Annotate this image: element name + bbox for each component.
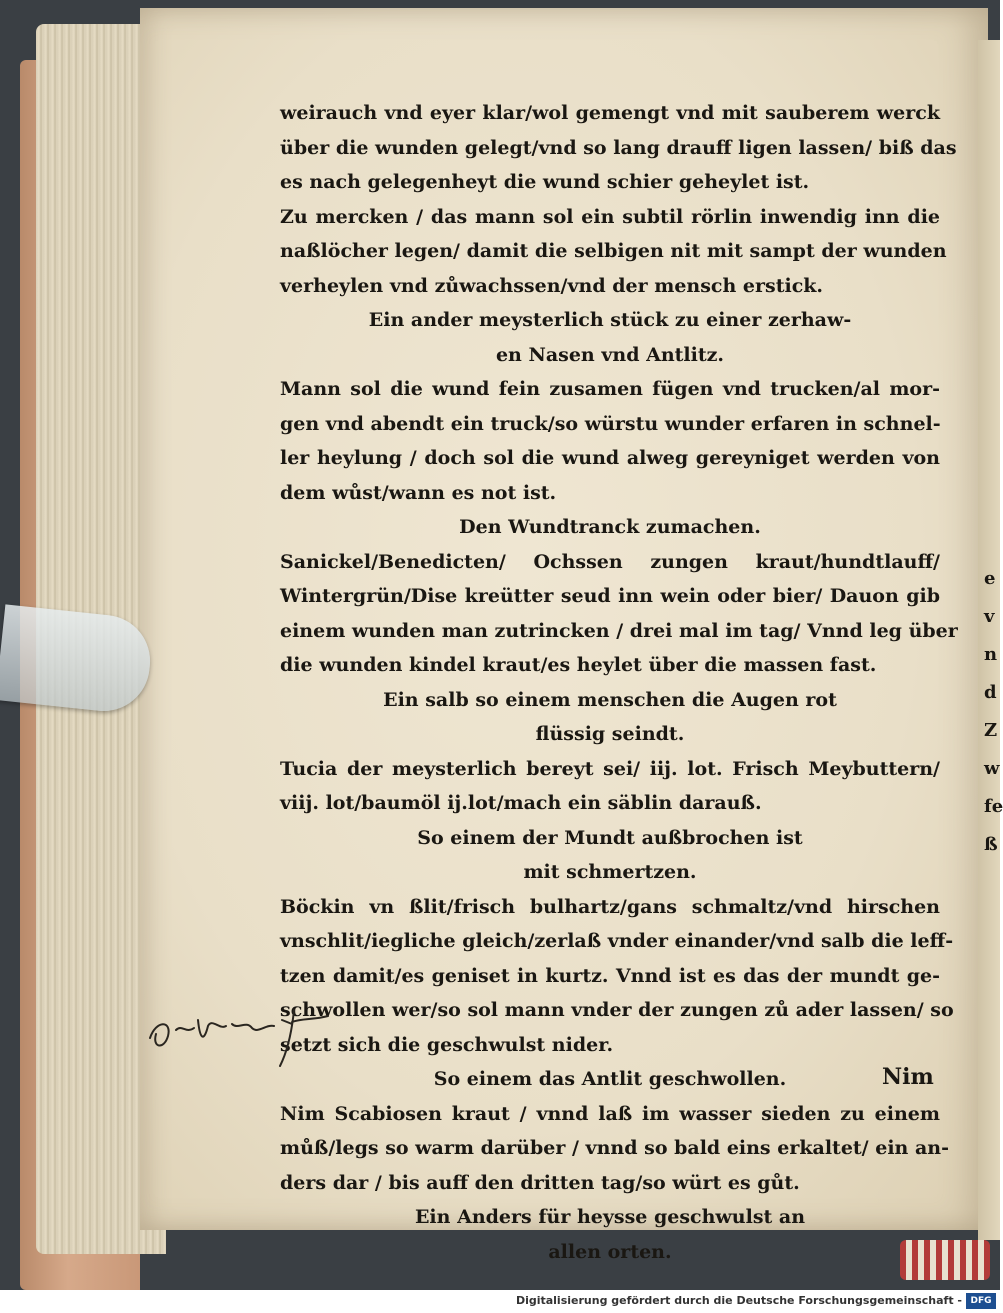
dfg-logo: DFG [966,1293,996,1309]
section-heading-line: Den Wundtranck zumachen. [459,516,761,538]
section-heading-line: Ein Anders für heysse geschwulst an [414,1206,806,1228]
text-line: einem wunden man zutrincken / drei mal im tag/ Vnnd leg über [280,619,958,642]
facing-page-fragment: ß [984,834,998,855]
section-heading-line: flüssig seindt. [535,723,685,745]
catchword: Nim [882,1064,934,1090]
text-line: Tucia der meysterlich bereyt sei/ iij. lot. Frisch Meybuttern/ [280,757,940,780]
text-line: schwollen wer/so sol mann vnder der zungen zů ader lassen/ so [280,999,954,1021]
section-heading-line: en Nasen vnd Antlitz. [495,343,725,366]
text-line: über die wunden gelegt/vnd so lang drauff ligen lassen/ biß das [280,136,957,159]
text-line: viij. lot/baumöl ij.lot/mach ein säblin darauß. [280,792,762,814]
footer-bar [0,1290,1000,1313]
facing-page-fragments [984,560,1003,864]
text-line: Wintergrün/Dise kreütter seud inn wein oder bier/ Dauon gib [280,585,940,607]
text-line: dem wůst/wann es not ist. [280,481,557,504]
section-heading-line: allen orten. [548,1240,672,1263]
facing-page-fragment: w [984,758,1000,779]
text-line: es nach gelegenheyt die wund schier geheylet ist. [280,171,810,193]
section-heading-line: Ein salb so einem menschen die Augen rot [383,688,837,711]
text-line: Sanickel/Benedicten/ Ochssen zungen kraut/hundtlauff/ [280,550,940,573]
text-line: Mann sol die wund fein zusamen fügen vnd trucken/al mor- [280,378,940,400]
text-line: gen vnd abendt ein truck/so würstu wunder erfaren in schnel- [280,412,941,435]
funding-credit: Digitalisierung gefördert durch die Deutsche Forschungsgemeinschaft - [515,1294,962,1307]
text-line: můß/legs so warm darüber / vnnd so bald eins erkaltet/ ein an- [280,1137,949,1159]
text-line: ler heylung / doch sol die wund alweg gereyniget werden von [280,447,940,469]
section-heading-line: Ein ander meysterlich stück zu einer zerhaw- [368,309,852,331]
text-line: verheylen vnd zůwachssen/vnd der mensch erstick. [280,274,824,297]
facing-page-fragment: n [984,644,998,665]
facing-page-fragment: d [984,682,997,703]
text-line: Böckin vn ßlit/frisch bulhartz/gans schmaltz/vnd hirschen [280,895,940,918]
text-line: ders dar / bis auff den dritten tag/so würt es gůt. [280,1171,800,1194]
text-line: Nim Scabiosen kraut / vnnd laß im wasser sieden zu einem [280,1102,940,1125]
text-line: weirauch vnd eyer klar/wol gemengt vnd mit sauberem werck [280,102,940,124]
section-heading-line: So einem das Antlit geschwollen. [433,1068,787,1090]
text-line: Zu mercken / das mann sol ein subtil rörlin inwendig inn die [280,205,940,228]
text-line: setzt sich die geschwulst nider. [280,1033,614,1056]
page-text [280,96,958,1269]
text-line: die wunden kindel kraut/es heylet über die massen fast. [280,654,877,676]
facing-page-fragment: e [984,568,996,589]
section-heading-line: mit schmertzen. [523,861,697,883]
facing-page-fragment: fe [984,796,1003,817]
handwritten-note [142,990,342,1070]
text-line: tzen damit/es geniset in kurtz. Vnnd ist es das der mundt ge- [280,964,940,987]
facing-page-fragment: v [984,606,995,627]
facing-page-fragment: Z [984,720,998,741]
text-line: naßlöcher legen/ damit die selbigen nit mit sampt der wunden [280,240,947,262]
section-heading-line: So einem der Mundt außbrochen ist [417,826,803,849]
text-line: vnschlit/iegliche gleich/zerlaß vnder einander/vnd salb die leff- [280,930,954,952]
